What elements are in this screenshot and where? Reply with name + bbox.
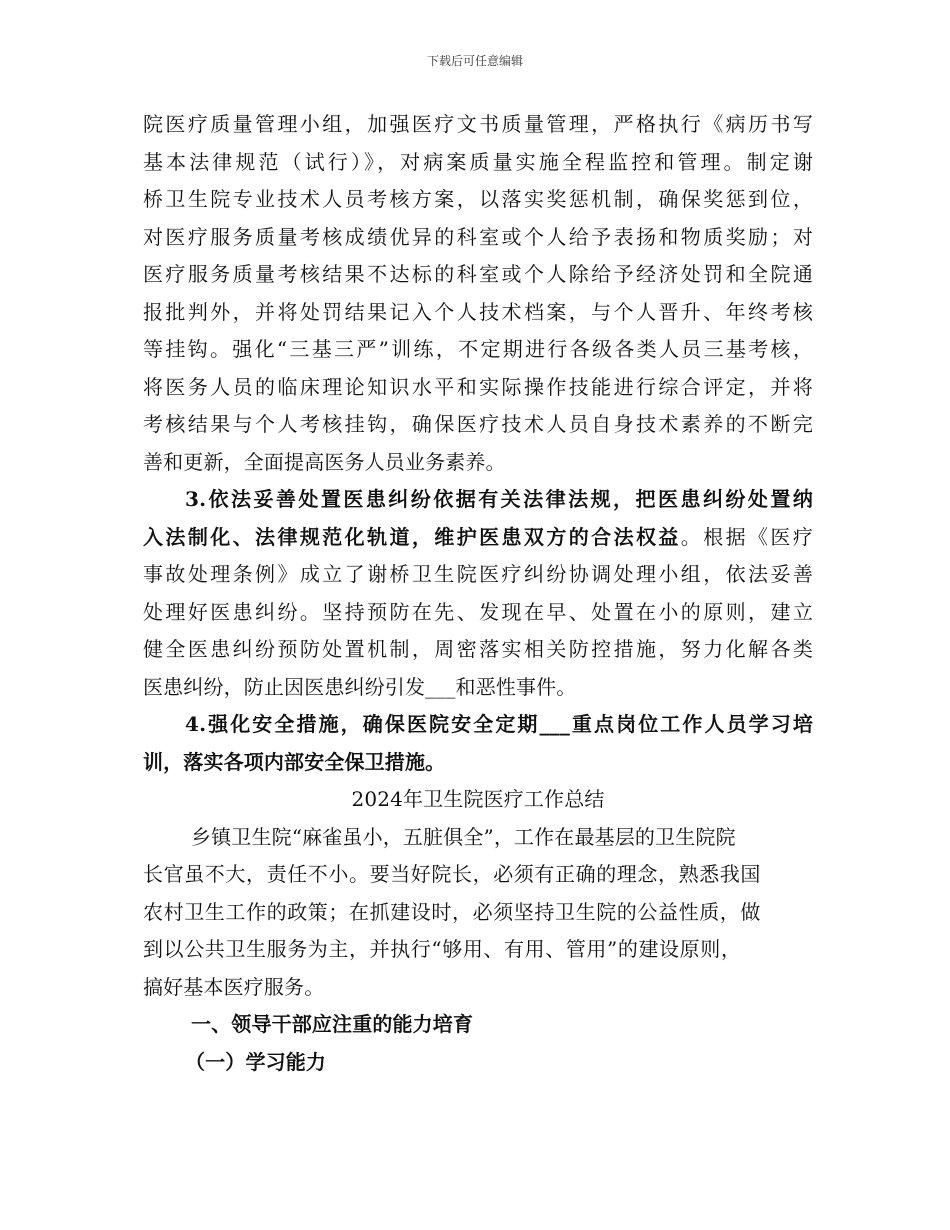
paragraph-line: 基本法律规范（试行）》，对病案质量实施全程监控和管理。制定谢 xyxy=(143,149,813,174)
document-body xyxy=(143,106,813,1081)
paragraph-line: 善和更新，全面提高医务人员业务素养。 xyxy=(143,449,506,474)
paragraph-line: 医患纠纷，防止因医患纠纷引发___和恶性事件。 xyxy=(143,674,577,699)
paragraph-line: 长官虽不大，责任不小。要当好院长，必须有正确的理念，熟悉我国 xyxy=(143,862,761,886)
point-3-heading-end: 入法制化、法律规范化轨道，维护医患双方的合法权益 xyxy=(143,524,681,549)
section-point-3 xyxy=(143,481,813,706)
section-point-4 xyxy=(143,706,813,781)
point-3-text: 。根据《医疗 xyxy=(680,524,813,549)
paragraph-line: 医疗服务质量考核结果不达标的科室或个人除给予经济处罚和全院通 xyxy=(143,262,813,286)
section-heading: 一、领导干部应注重的能力培育 xyxy=(191,1012,474,1036)
paragraph-line: 报批判外，并将处罚结果记入个人技术档案，与个人晋升、年终考核 xyxy=(143,299,813,324)
section-summary xyxy=(143,781,813,1081)
subsection-heading: （一）学习能力 xyxy=(185,1049,327,1074)
paragraph-line: 院医疗质量管理小组，加强医疗文书质量管理，严格执行《病历书写 xyxy=(143,112,813,136)
section-quality-management xyxy=(143,106,813,481)
paragraph-line: 桥卫生院专业技术人员考核方案，以落实奖惩机制，确保奖惩到位， xyxy=(143,187,813,211)
paragraph-line: 到以公共卫生服务为主，并执行“够用、有用、管用”的建设原则， xyxy=(143,937,742,961)
paragraph-line: 将医务人员的临床理论知识水平和实际操作技能进行综合评定，并将 xyxy=(143,374,813,399)
paragraph-line: 农村卫生工作的政策；在抓建设时，必须坚持卫生院的公益性质，做 xyxy=(143,899,761,924)
paragraph-line: 对医疗服务质量考核成绩优异的科室或个人给予表扬和物质奖励；对 xyxy=(143,224,813,249)
page-header: 下载后可任意编辑 xyxy=(426,54,523,68)
point-3-mixed-line xyxy=(143,519,813,557)
point-3-heading: 3.依法妥善处置医患纠纷依据有关法律法规，把医患纠纷处置纳 xyxy=(185,487,813,511)
paragraph-line: 健全医患纠纷预防处置机制，周密落实相关防控措施，努力化解各类 xyxy=(143,637,813,661)
paragraph-line: 等挂钩。强化“三基三严”训练，不定期进行各级各类人员三基考核， xyxy=(143,337,813,361)
paragraph-line: 考核结果与个人考核挂钩，确保医疗技术人员自身技术素养的不断完 xyxy=(143,412,813,436)
paragraph-line: 搞好基本医疗服务。 xyxy=(143,974,325,999)
paragraph-line: 乡镇卫生院“麻雀虽小，五脏俱全”，工作在最基层的卫生院院 xyxy=(191,824,736,849)
paragraph-line: 处理好医患纠纷。坚持预防在先、发现在早、处置在小的原则，建立 xyxy=(143,599,813,624)
summary-title: 2024年卫生院医疗工作总结 xyxy=(351,787,605,811)
paragraph-line: 事故处理条例》成立了谢桥卫生院医疗纠纷协调处理小组，依法妥善 xyxy=(143,562,813,586)
point-4-heading: 4.强化安全措施，确保医院安全定期___重点岗位工作人员学习培 xyxy=(185,712,813,736)
point-4-heading-end: 训，落实各项内部安全保卫措施。 xyxy=(143,749,446,774)
